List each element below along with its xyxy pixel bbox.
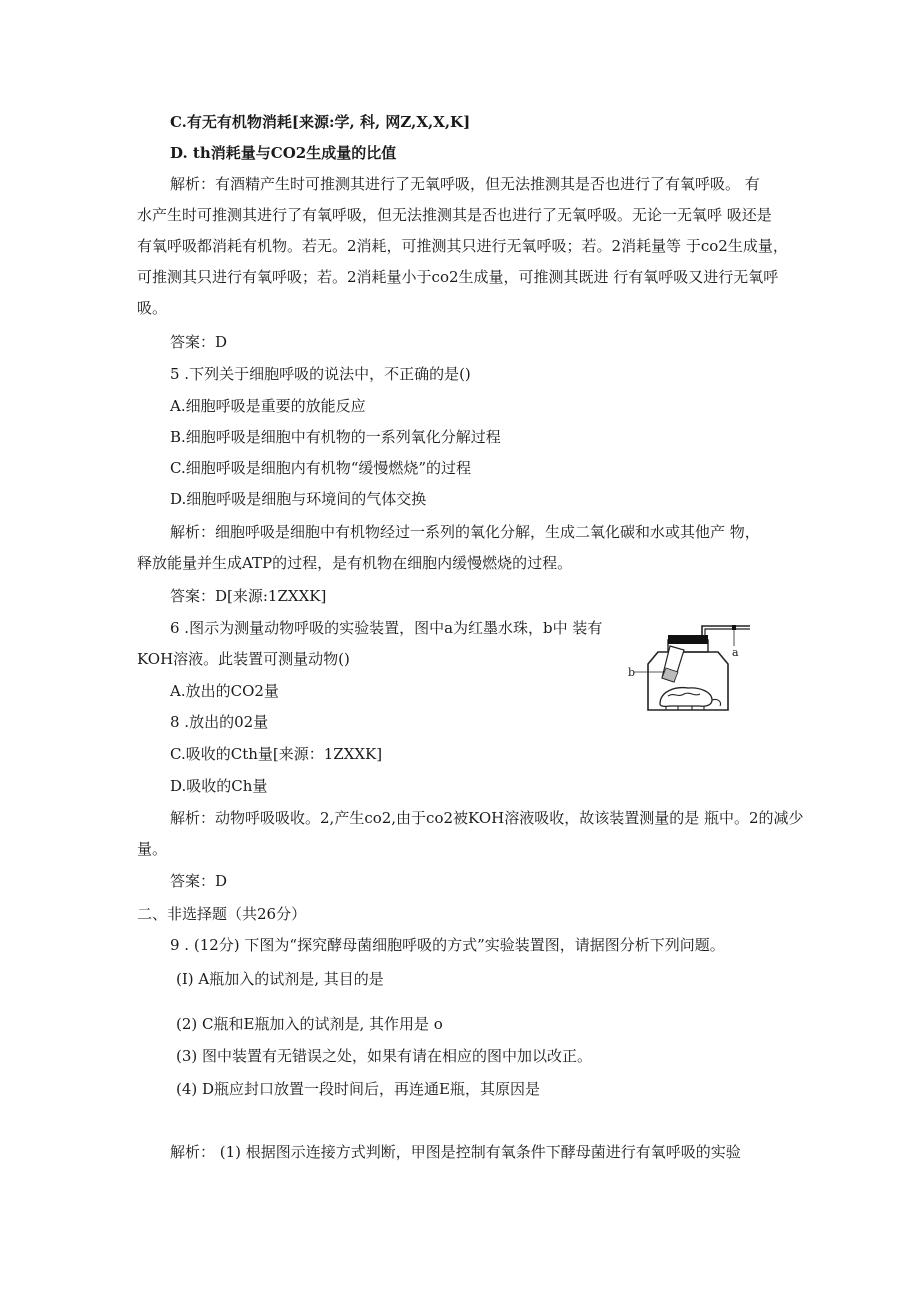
- q6-stem: KOH溶液。此装置可测量动物(): [137, 650, 350, 668]
- q5-analysis-line: 解析：细胞呼吸是细胞中有机物经过一系列的氧化分解，生成二氧化碳和水或其他产 物，: [170, 523, 760, 541]
- q5-answer: 答案：D[来源:1ZXXK]: [170, 587, 327, 605]
- q6-option-c: C.吸收的Cth量[来源：1ZXXK]: [170, 745, 383, 763]
- q6-option-a: A.放出的CO2量: [170, 682, 279, 700]
- q9-subquestion: (2) C瓶和E瓶加入的试剂是, 其作用是 o: [176, 1015, 443, 1033]
- q5-option-d: D.细胞呼吸是细胞与环境间的气体交换: [170, 490, 427, 508]
- q6-stem: 6 .图示为测量动物呼吸的实验装置，图中a为红墨水珠，b中 装有: [170, 619, 603, 637]
- q6-option-d: D.吸收的Ch量: [170, 777, 268, 795]
- q4-option-c: C.有无有机物消耗[来源:学, 科, 网Z,X,X,K]: [170, 113, 471, 131]
- q9-subquestion: (4) D瓶应封口放置一段时间后，再连通E瓶，其原因是: [176, 1080, 540, 1098]
- q4-option-d: D. th消耗量与CO2生成量的比值: [170, 144, 397, 162]
- q5-option-a: A.细胞呼吸是重要的放能反应: [170, 397, 366, 415]
- label-b: b: [628, 666, 636, 679]
- q4-analysis-line: 可推测其只进行有氧呼吸；若。2消耗量小于co2生成量，可推测其既进 行有氧呼吸又进行无氧呼: [137, 268, 779, 286]
- q4-analysis-line: 有氧呼吸都消耗有机物。若无。2消耗，可推测其只进行无氧呼吸；若。2消耗量等 于co2生成量，: [137, 237, 788, 255]
- q5-analysis-line: 释放能量并生成ATP的过程，是有机物在细胞内缓慢燃烧的过程。: [137, 554, 573, 572]
- q4-analysis-line: 水产生时可推测其进行了有氧呼吸，但无法推测其是否也进行了无氧呼吸。无论一无氧呼 吸还是: [137, 206, 772, 224]
- q9-analysis-line: 解析： (1) 根据图示连接方式判断，甲图是控制有氧条件下酵母菌进行有氧呼吸的实验: [170, 1143, 741, 1161]
- respiration-apparatus-figure: [626, 624, 756, 714]
- q4-answer: 答案：D: [170, 333, 228, 351]
- q5-option-c: C.细胞呼吸是细胞内有机物“缓慢燃烧”的过程: [170, 459, 472, 477]
- q5-option-b: B.细胞呼吸是细胞中有机物的一系列氧化分解过程: [170, 428, 501, 446]
- q4-analysis-line: 解析：有酒精产生时可推测其进行了无氧呼吸，但无法推测其是否也进行了有氧呼吸。 有: [170, 175, 760, 193]
- section-heading: 二、非选择题（共26分）: [137, 905, 307, 923]
- q9-subquestion: (3) 图中装置有无错误之处，如果有请在相应的图中加以改正。: [176, 1047, 593, 1065]
- q6-answer: 答案：D: [170, 872, 228, 890]
- mouse-body: [660, 688, 712, 707]
- q4-analysis-line: 吸。: [137, 299, 168, 317]
- label-a: a: [732, 646, 739, 659]
- glass-tube: [702, 626, 750, 635]
- q6-analysis-line: 解析：动物呼吸吸收。2,产生co2,由于co2被KOH溶液吸收，故该装置测量的是 瓶中。2的减少: [170, 809, 804, 827]
- q6-analysis-line: 量。: [137, 840, 168, 858]
- q9-subquestion: (I) A瓶加入的试剂是, 其目的是: [176, 970, 384, 988]
- ink-drop: [732, 625, 736, 630]
- stopper: [668, 635, 708, 644]
- q9-stem: 9 . (12分) 下图为“探究酵母菌细胞呼吸的方式”实验装置图，请据图分析下列问题。: [170, 936, 725, 954]
- q6-option-b: 8 .放出的02量: [170, 713, 269, 731]
- q5-stem: 5 .下列关于细胞呼吸的说法中，不正确的是(): [170, 365, 471, 383]
